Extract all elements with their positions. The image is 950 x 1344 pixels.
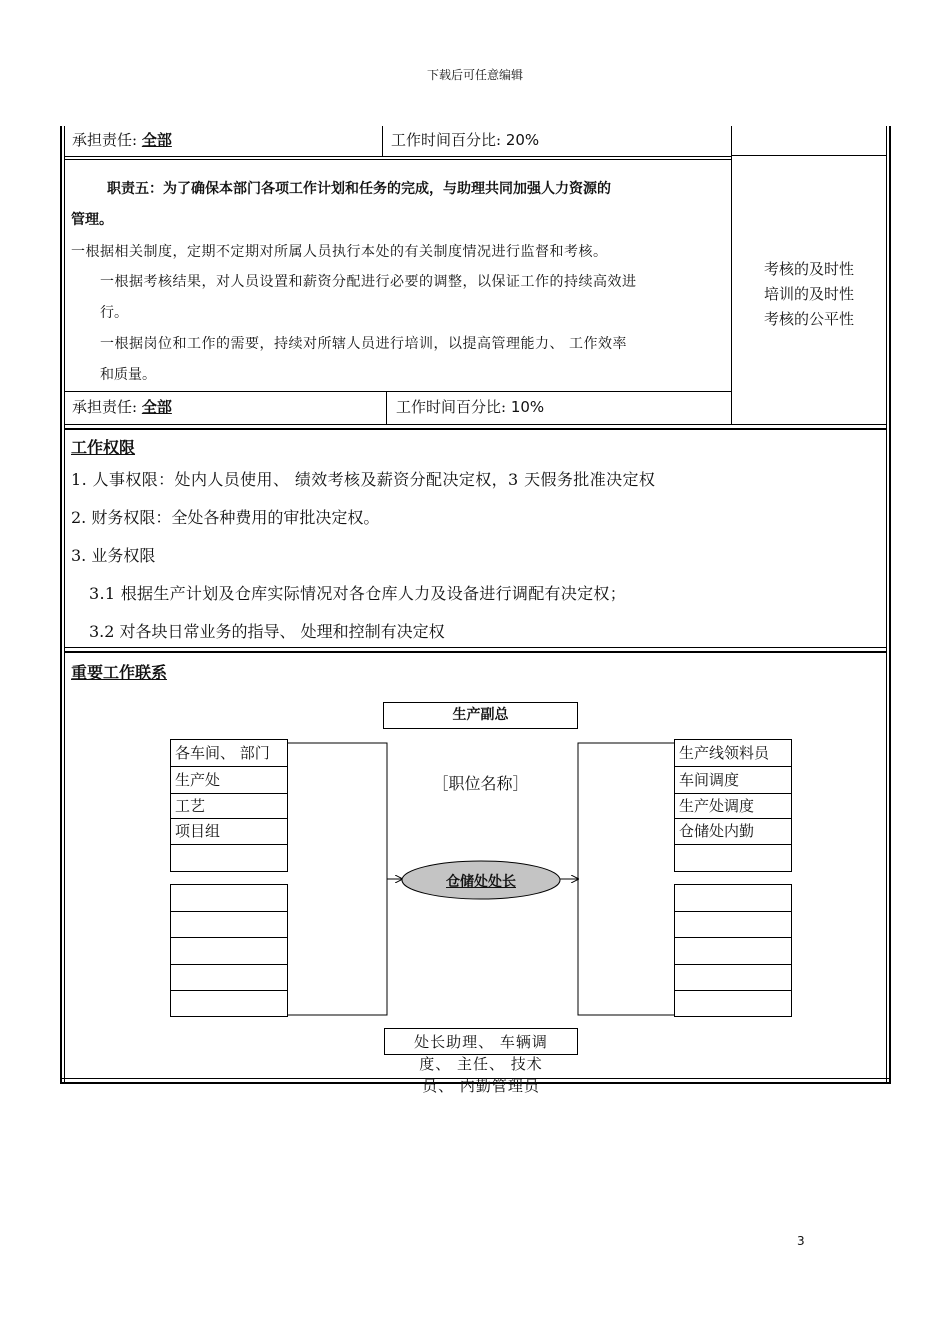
duty5-item: 和质量。 bbox=[100, 367, 156, 383]
resp-value: 全部 bbox=[141, 398, 172, 416]
duty5-title: 职责五：为了确保本部门各项工作计划和任务的完成，与助理共同加强人力资源的 bbox=[107, 181, 611, 197]
time-value: 20% bbox=[505, 131, 540, 149]
top-position-box: 生产副总 bbox=[383, 702, 578, 729]
authority-item: 3. 业务权限 bbox=[71, 546, 156, 565]
authority-item: 3.2 对各块日常业务的指导、 处理和控制有决定权 bbox=[89, 622, 445, 641]
duty5-item: 行。 bbox=[100, 305, 128, 321]
authority-item: 2. 财务权限：全处各种费用的审批决定权。 bbox=[71, 508, 380, 527]
criteria-item: 考核的及时性 bbox=[763, 260, 854, 278]
bottom-line: 员、 内勤管理员 bbox=[422, 1077, 540, 1095]
bottom-position-text bbox=[384, 1031, 578, 1097]
duty5-item: 一根据岗位和工作的需要，持续对所辖人员进行培训，以提高管理能力、 工作效率 bbox=[100, 336, 627, 352]
resp-label: 承担责任: bbox=[72, 398, 138, 416]
header-note: 下载后可任意编辑 bbox=[426, 68, 523, 82]
right-contact: 生产线领料员 bbox=[674, 739, 792, 767]
right-contact: 车间调度 bbox=[674, 766, 792, 794]
bottom-line: 处长助理、 车辆调 bbox=[414, 1033, 548, 1051]
relations-heading: 重要工作联系 bbox=[71, 663, 168, 682]
authority-item: 3.1 根据生产计划及仓库实际情况对各仓库人力及设备进行调配有决定权； bbox=[89, 584, 627, 603]
bottom-line: 度、 主任、 技术 bbox=[419, 1055, 543, 1073]
time-value: 10% bbox=[510, 398, 545, 416]
criteria-item: 培训的及时性 bbox=[763, 285, 854, 303]
left-contact: 项目组 bbox=[170, 818, 288, 845]
position-placeholder: ［职位名称］ bbox=[432, 774, 529, 793]
page-number: 3 bbox=[797, 1234, 805, 1248]
criteria-item: 考核的公平性 bbox=[763, 310, 854, 328]
left-contact: 工艺 bbox=[170, 793, 288, 819]
left-contact: 各车间、 部门 bbox=[170, 739, 288, 767]
right-contact: 仓储处内勤 bbox=[674, 818, 792, 845]
resp-label: 承担责任: bbox=[72, 131, 138, 149]
authority-heading: 工作权限 bbox=[71, 438, 136, 457]
duty5-item: 一根据考核结果，对人员设置和薪资分配进行必要的调整，以保证工作的持续高效进 bbox=[100, 274, 637, 290]
center-position: 仓储处处长 bbox=[446, 874, 516, 890]
right-bracket bbox=[578, 743, 674, 1015]
left-contact: 生产处 bbox=[170, 766, 288, 794]
resp-value: 全部 bbox=[141, 131, 172, 149]
authority-item: 1. 人事权限：处内人员使用、 绩效考核及薪资分配决定权，3 天假务批准决定权 bbox=[71, 470, 656, 489]
time-label: 工作时间百分比: bbox=[391, 131, 502, 149]
right-contact: 生产处调度 bbox=[674, 793, 792, 819]
left-bracket bbox=[288, 743, 387, 1015]
duty5-item: 一根据相关制度，定期不定期对所属人员执行本处的有关制度情况进行监督和考核。 bbox=[71, 244, 608, 260]
time-label: 工作时间百分比: bbox=[396, 398, 507, 416]
duty5-title-cont: 管理。 bbox=[71, 212, 113, 228]
